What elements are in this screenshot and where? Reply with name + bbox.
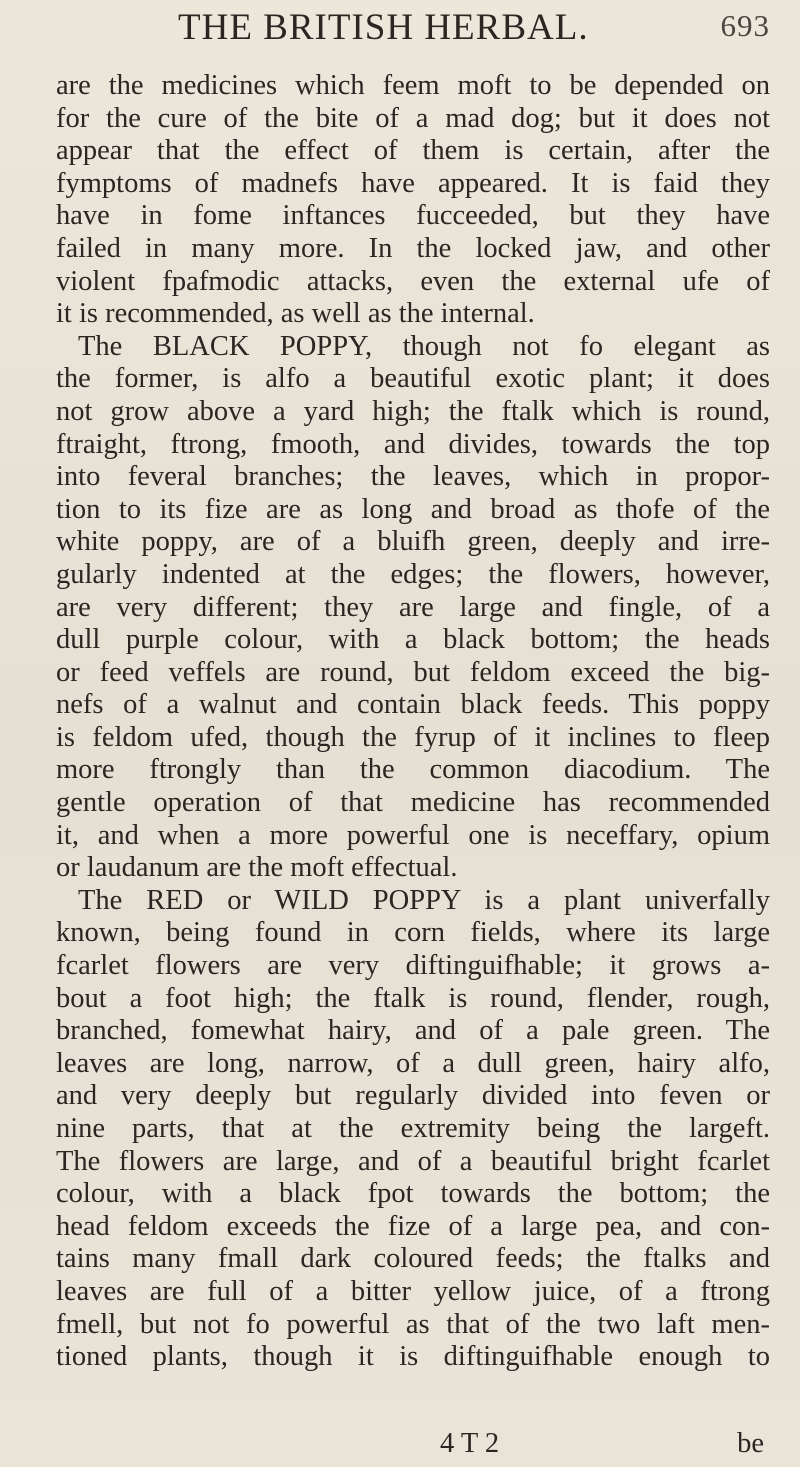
text-line: tion to its fize are as long and broad as thofe of the xyxy=(56,493,770,525)
text-line: fymptoms of madnefs have appeared. It is faid they xyxy=(56,167,770,199)
text-line: dull purple colour, with a black bottom; the heads xyxy=(56,624,770,656)
text-line: tains many fmall dark coloured feeds; the ftalks and xyxy=(56,1243,770,1275)
text-line: leaves are long, narrow, of a dull green, hairy alfo, xyxy=(56,1047,770,1079)
text-line: or feed veffels are round, but feldom exceed the big- xyxy=(56,656,770,688)
text-line: tioned plants, though it is diftinguifhable enough to xyxy=(56,1341,770,1373)
text-line: more ftrongly than the common diacodium. The xyxy=(56,754,770,786)
signature-mark: 4 T 2 xyxy=(440,1428,500,1459)
text-line: not grow above a yard high; the ftalk which is round, xyxy=(56,395,770,427)
page-number: 693 xyxy=(720,8,770,43)
body-text xyxy=(56,70,770,1374)
text-line: known, being found in corn fields, where its large xyxy=(56,917,770,949)
running-title: THE BRITISH HERBAL. xyxy=(178,7,589,48)
text-line: fcarlet flowers are very diftinguifhable; it grows a- xyxy=(56,950,770,982)
text-line: gularly indented at the edges; the flowers, however, xyxy=(56,558,770,590)
text-line: head feldom exceeds the fize of a large pea, and con- xyxy=(56,1210,770,1242)
running-head xyxy=(52,6,770,54)
text-line: is feldom ufed, though the fyrup of it inclines to fleep xyxy=(56,721,770,753)
text-line: leaves are full of a bitter yellow juice, of a ftrong xyxy=(56,1275,770,1307)
text-line: and very deeply but regularly divided into feven or xyxy=(56,1080,770,1112)
text-line: ftraight, ftrong, fmooth, and divides, towards the top xyxy=(56,428,770,460)
text-line: gentle operation of that medicine has recommended xyxy=(56,787,770,819)
text-line: are very different; they are large and fingle, of a xyxy=(56,591,770,623)
text-line: into feveral branches; the leaves, which in propor- xyxy=(56,461,770,493)
text-line: nefs of a walnut and contain black feeds. This poppy xyxy=(56,689,770,721)
text-line: failed in many more. In the locked jaw, and other xyxy=(56,232,770,264)
text-line: nine parts, that at the extremity being the largeft. xyxy=(56,1113,770,1144)
paragraph-start-black-poppy: The BLACK POPPY, though not fo elegant as xyxy=(78,330,770,362)
text-line: colour, with a black fpot towards the bottom; the xyxy=(56,1178,770,1210)
text-line: for the cure of the bite of a mad dog; but it does not xyxy=(56,102,770,134)
text-line: The flowers are large, and of a beautiful bright fcarlet xyxy=(56,1145,770,1177)
text-line: appear that the effect of them is certain, after the xyxy=(56,135,770,167)
page-footer xyxy=(56,1428,770,1460)
text-line: are the medicines which feem moft to be depended on xyxy=(56,70,770,101)
text-line: branched, fomewhat hairy, and of a pale green. The xyxy=(56,1015,770,1047)
text-line: it is recommended, as well as the internal. xyxy=(56,298,535,330)
text-line: violent fpafmodic attacks, even the external ufe of xyxy=(56,265,770,297)
text-line: have in fome inftances fucceeded, but they have xyxy=(56,200,770,232)
text-line: white poppy, are of a bluifh green, deeply and irre- xyxy=(56,526,770,558)
catchword: be xyxy=(737,1428,764,1459)
text-line: bout a foot high; the ftalk is round, flender, rough, xyxy=(56,982,770,1014)
text-line: fmell, but not fo powerful as that of the two laft men- xyxy=(56,1308,770,1340)
paragraph-start-red-poppy: The RED or WILD POPPY is a plant univerfally xyxy=(78,884,770,916)
text-line: or laudanum are the moft effectual. xyxy=(56,852,458,884)
text-line: the former, is alfo a beautiful exotic plant; it does xyxy=(56,363,770,395)
text-line: it, and when a more powerful one is neceffary, opium xyxy=(56,819,770,851)
